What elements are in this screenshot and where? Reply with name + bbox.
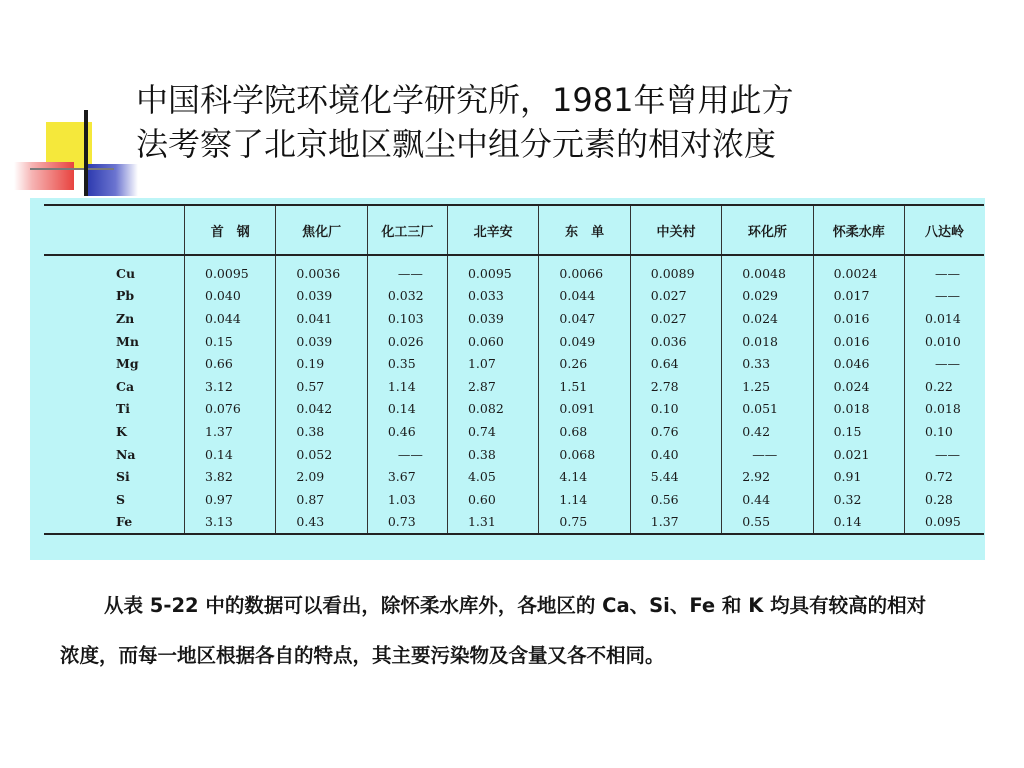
concentration-cell: 0.28 <box>905 488 984 511</box>
slide-title <box>136 78 996 166</box>
note-line-1: 从表 5-22 中的数据可以看出，除怀柔水库外，各地区的 Ca、Si、Fe 和 K 均具有较高的相对 <box>104 594 927 617</box>
table-row <box>44 375 984 398</box>
concentration-cell: 0.091 <box>539 398 630 421</box>
concentration-cell: 0.46 <box>367 420 447 443</box>
concentration-cell: 0.73 <box>367 511 447 535</box>
concentration-cell: 3.67 <box>367 465 447 488</box>
slide-title-line-1: 中国科学院环境化学研究所，1981年曾用此方 <box>136 81 794 119</box>
concentration-cell: 1.37 <box>185 420 276 443</box>
concentration-cell: 0.0036 <box>276 255 367 285</box>
concentration-cell: 0.041 <box>276 307 367 330</box>
table-row <box>44 488 984 511</box>
element-symbol-cell: Pb <box>116 288 135 304</box>
concentration-cell: 2.78 <box>630 375 721 398</box>
table-row <box>44 255 984 285</box>
concentration-cell: 0.024 <box>813 375 904 398</box>
table-header-row <box>44 205 984 255</box>
header-site-5: 东 单 <box>539 205 630 255</box>
concentration-cell: 0.027 <box>630 285 721 308</box>
header-element-column <box>44 205 185 255</box>
concentration-cell: 0.095 <box>905 511 984 535</box>
concentration-cell: 1.14 <box>367 375 447 398</box>
concentration-cell: 0.0095 <box>185 255 276 285</box>
decorative-red-bar <box>14 162 74 190</box>
concentration-cell: 0.44 <box>722 488 813 511</box>
concentration-cell: 0.046 <box>813 352 904 375</box>
element-symbol-cell: Si <box>116 469 130 485</box>
element-concentration-table <box>44 204 984 535</box>
concentration-cell: —— <box>905 285 984 308</box>
concentration-cell: 0.039 <box>276 285 367 308</box>
table-row <box>44 307 984 330</box>
header-site-2: 焦化厂 <box>276 205 367 255</box>
concentration-cell: 0.72 <box>905 465 984 488</box>
concentration-cell: 0.029 <box>722 285 813 308</box>
concentration-cell: 0.38 <box>276 420 367 443</box>
concentration-cell: 0.10 <box>630 398 721 421</box>
header-site-7: 环化所 <box>722 205 813 255</box>
concentration-cell: 0.0066 <box>539 255 630 285</box>
concentration-cell: 0.64 <box>630 352 721 375</box>
concentration-cell: —— <box>367 255 447 285</box>
concentration-cell: 0.33 <box>722 352 813 375</box>
concentration-cell: —— <box>905 443 984 466</box>
concentration-cell: 1.25 <box>722 375 813 398</box>
concentration-cell: 0.082 <box>447 398 538 421</box>
header-site-3: 化工三厂 <box>367 205 447 255</box>
concentration-cell: 0.91 <box>813 465 904 488</box>
decorative-horizontal-line <box>30 168 114 170</box>
concentration-cell: 0.76 <box>630 420 721 443</box>
concentration-cell: 0.103 <box>367 307 447 330</box>
header-site-4: 北辛安 <box>447 205 538 255</box>
concentration-cell: 2.87 <box>447 375 538 398</box>
concentration-cell: 0.40 <box>630 443 721 466</box>
concentration-cell: 0.14 <box>367 398 447 421</box>
decorative-vertical-line <box>84 110 88 196</box>
concentration-cell: 4.14 <box>539 465 630 488</box>
table-note <box>60 574 970 670</box>
concentration-cell: 1.51 <box>539 375 630 398</box>
concentration-cell: 0.60 <box>447 488 538 511</box>
concentration-cell: 0.74 <box>447 420 538 443</box>
concentration-cell: 0.016 <box>813 307 904 330</box>
concentration-cell: 1.37 <box>630 511 721 535</box>
concentration-cell: 0.042 <box>276 398 367 421</box>
concentration-cell: 3.12 <box>185 375 276 398</box>
concentration-cell: 0.0089 <box>630 255 721 285</box>
concentration-cell: 0.014 <box>905 307 984 330</box>
table-row <box>44 511 984 535</box>
concentration-cell: 0.19 <box>276 352 367 375</box>
concentration-cell: 0.010 <box>905 330 984 353</box>
concentration-cell: —— <box>367 443 447 466</box>
table-row <box>44 398 984 421</box>
element-symbol-cell: Ti <box>116 401 131 417</box>
concentration-cell: 0.87 <box>276 488 367 511</box>
concentration-cell: —— <box>905 255 984 285</box>
concentration-cell: 0.018 <box>813 398 904 421</box>
table-row <box>44 443 984 466</box>
table-row <box>44 330 984 353</box>
concentration-cell: 0.75 <box>539 511 630 535</box>
concentration-cell: 0.15 <box>185 330 276 353</box>
table-row <box>44 285 984 308</box>
header-site-1: 首 钢 <box>185 205 276 255</box>
concentration-cell: 1.03 <box>367 488 447 511</box>
header-site-6: 中关村 <box>630 205 721 255</box>
concentration-cell: 1.07 <box>447 352 538 375</box>
concentration-cell: 3.13 <box>185 511 276 535</box>
element-symbol-cell: Ca <box>116 378 135 394</box>
concentration-cell: —— <box>905 352 984 375</box>
concentration-cell: 2.09 <box>276 465 367 488</box>
concentration-cell: 0.049 <box>539 330 630 353</box>
concentration-cell: 0.033 <box>447 285 538 308</box>
concentration-cell: 4.05 <box>447 465 538 488</box>
concentration-cell: 0.97 <box>185 488 276 511</box>
concentration-cell: 0.57 <box>276 375 367 398</box>
concentration-cell: 0.017 <box>813 285 904 308</box>
concentration-cell: 0.55 <box>722 511 813 535</box>
concentration-cell: 0.051 <box>722 398 813 421</box>
concentration-cell: 5.44 <box>630 465 721 488</box>
concentration-cell: 0.0048 <box>722 255 813 285</box>
concentration-cell: 0.044 <box>539 285 630 308</box>
header-site-8: 怀柔水库 <box>813 205 904 255</box>
concentration-cell: 0.047 <box>539 307 630 330</box>
concentration-cell: 0.018 <box>722 330 813 353</box>
concentration-cell: 0.0095 <box>447 255 538 285</box>
concentration-cell: 0.26 <box>539 352 630 375</box>
concentration-cell: 0.060 <box>447 330 538 353</box>
concentration-cell: 0.052 <box>276 443 367 466</box>
concentration-cell: 0.43 <box>276 511 367 535</box>
concentration-cell: 1.14 <box>539 488 630 511</box>
concentration-cell: 0.14 <box>813 511 904 535</box>
concentration-cell: 0.018 <box>905 398 984 421</box>
concentration-cell: 0.66 <box>185 352 276 375</box>
concentration-cell: 0.56 <box>630 488 721 511</box>
element-symbol-cell: Cu <box>116 265 136 281</box>
concentration-cell: 0.036 <box>630 330 721 353</box>
concentration-cell: 0.68 <box>539 420 630 443</box>
table-row <box>44 420 984 443</box>
concentration-cell: 0.039 <box>447 307 538 330</box>
concentration-cell: 0.027 <box>630 307 721 330</box>
element-symbol-cell: Na <box>116 446 136 462</box>
concentration-cell: 0.032 <box>367 285 447 308</box>
concentration-cell: 0.42 <box>722 420 813 443</box>
header-site-9: 八达岭 <box>905 205 984 255</box>
table-body <box>44 255 984 534</box>
concentration-cell: 0.15 <box>813 420 904 443</box>
concentration-cell: —— <box>722 443 813 466</box>
concentration-cell: 0.021 <box>813 443 904 466</box>
concentration-cell: 0.026 <box>367 330 447 353</box>
concentration-cell: 0.22 <box>905 375 984 398</box>
element-symbol-cell: Mn <box>116 333 139 349</box>
element-symbol-cell: S <box>116 491 126 507</box>
table-row <box>44 465 984 488</box>
element-symbol-cell: K <box>116 423 127 439</box>
concentration-cell: 0.0024 <box>813 255 904 285</box>
concentration-cell: 0.044 <box>185 307 276 330</box>
table-row <box>44 352 984 375</box>
concentration-cell: 0.039 <box>276 330 367 353</box>
concentration-cell: 2.92 <box>722 465 813 488</box>
element-symbol-cell: Mg <box>116 356 139 372</box>
data-table-panel <box>30 198 985 560</box>
concentration-cell: 3.82 <box>185 465 276 488</box>
concentration-cell: 0.024 <box>722 307 813 330</box>
slide-title-line-2: 法考察了北京地区飘尘中组分元素的相对浓度 <box>136 125 777 163</box>
note-line-2: 浓度，而每一地区根据各自的特点，其主要污染物及含量又各不相同。 <box>60 644 665 667</box>
concentration-cell: 0.35 <box>367 352 447 375</box>
concentration-cell: 0.10 <box>905 420 984 443</box>
element-symbol-cell: Zn <box>116 310 135 326</box>
element-symbol-cell: Fe <box>116 514 133 530</box>
concentration-cell: 0.016 <box>813 330 904 353</box>
concentration-cell: 0.32 <box>813 488 904 511</box>
concentration-cell: 0.076 <box>185 398 276 421</box>
concentration-cell: 0.068 <box>539 443 630 466</box>
concentration-cell: 0.38 <box>447 443 538 466</box>
concentration-cell: 0.14 <box>185 443 276 466</box>
concentration-cell: 1.31 <box>447 511 538 535</box>
concentration-cell: 0.040 <box>185 285 276 308</box>
